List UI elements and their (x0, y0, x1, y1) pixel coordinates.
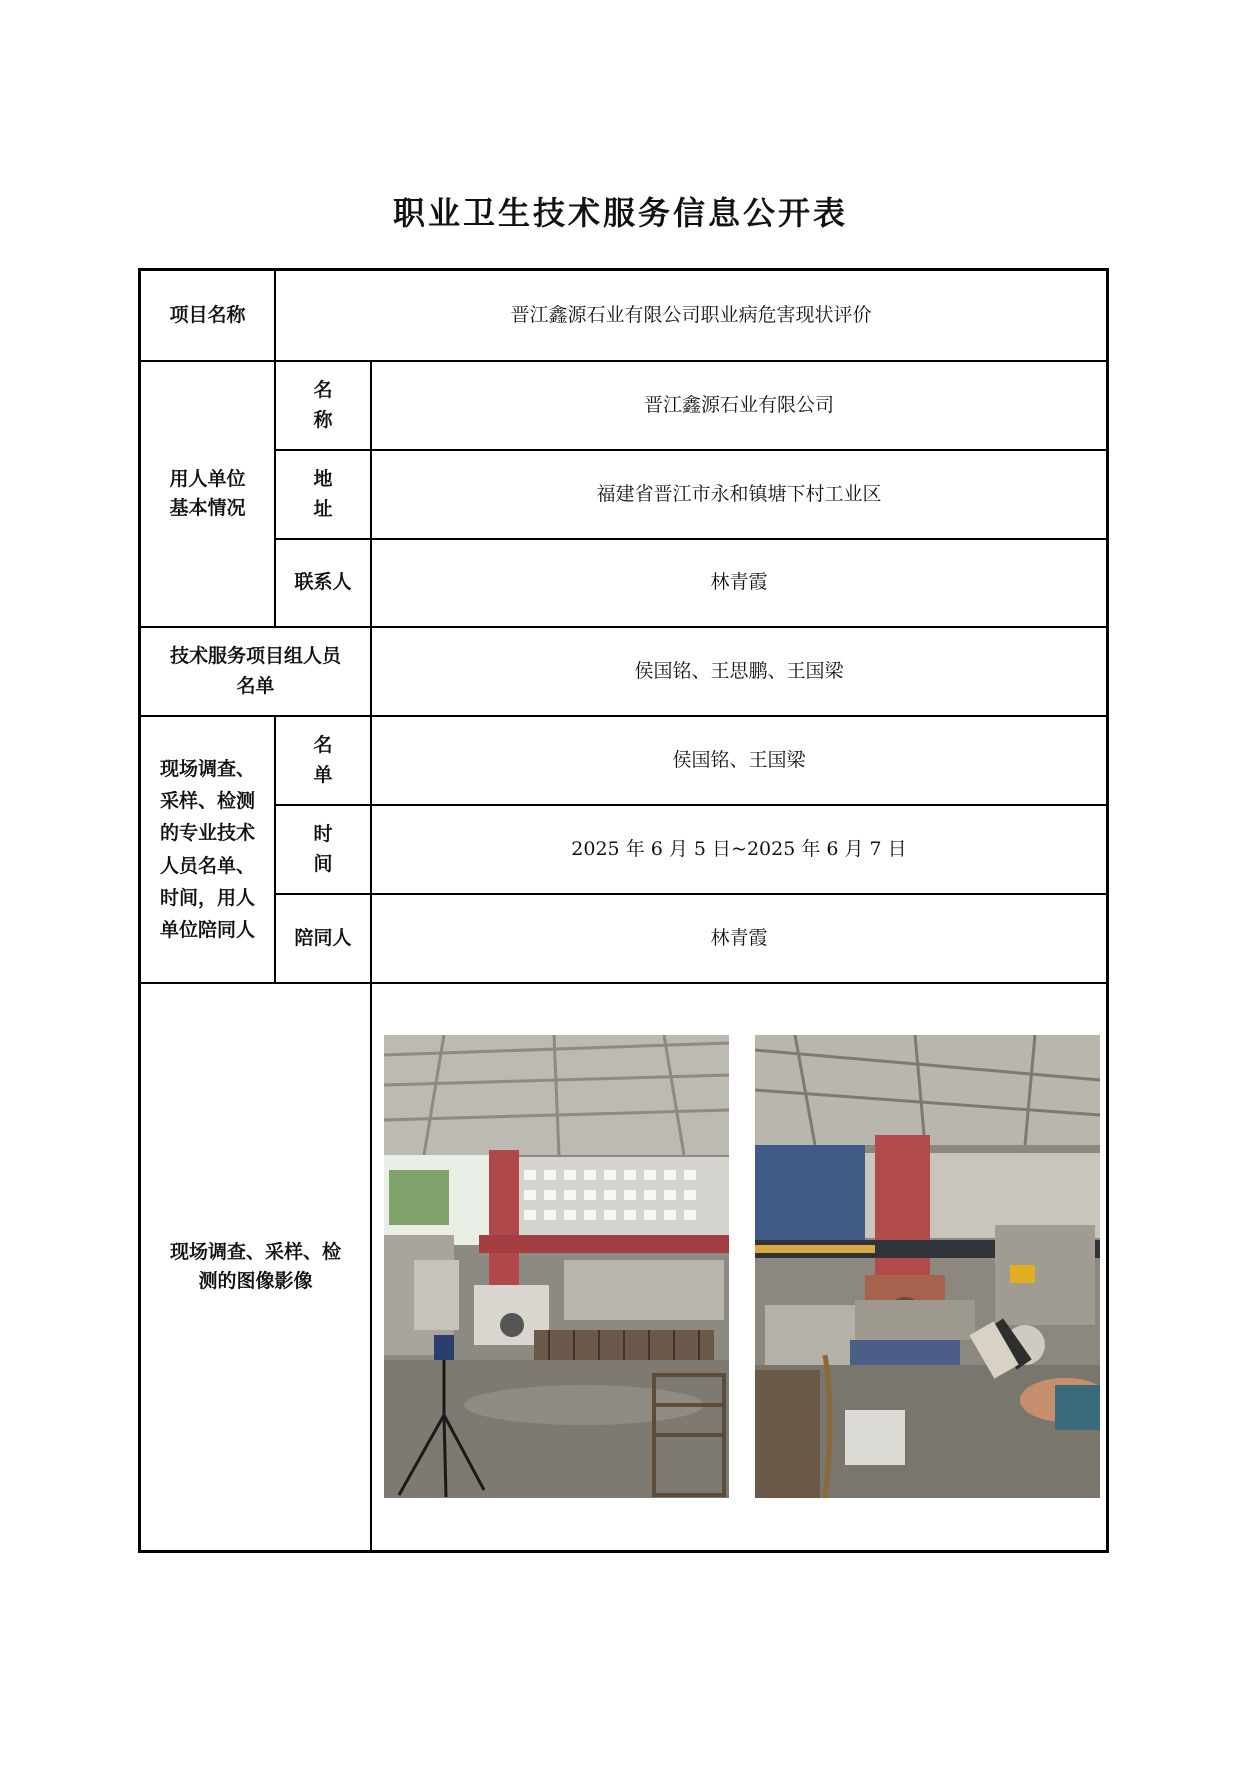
info-table (138, 268, 1109, 1553)
onsite-list-value: 侯国铭、王国梁 (672, 748, 806, 771)
col-divider (370, 983, 372, 1550)
onsite-time-label: 时间 (313, 823, 359, 875)
employer-label-line: 基本情况 (169, 497, 246, 519)
onsite-list-label: 名单 (313, 734, 359, 786)
onsite-label-line: 人员名单、 (159, 854, 255, 877)
team-label-line: 名单 (236, 674, 275, 697)
images-label-line: 现场调查、采样、检 (169, 1240, 341, 1263)
onsite-label-line: 现场调查、 (159, 757, 255, 780)
onsite-label-line: 的专业技术 (159, 822, 255, 845)
employer-address-label: 地址 (313, 468, 359, 520)
employer-name-value: 晋江鑫源石业有限公司 (643, 393, 834, 416)
site-photo-cutting-machine-with-tripod (384, 1035, 729, 1498)
images-label-line: 测的图像影像 (198, 1270, 313, 1292)
onsite-label-line: 单位陪同人 (159, 919, 255, 942)
team-label-line: 技术服务项目组人员 (169, 645, 341, 668)
site-photo-cutting-machine-with-sound-meter (755, 1035, 1100, 1498)
onsite-time-value: 2025 年 6 月 5 日~2025 年 6 月 7 日 (571, 837, 907, 860)
images-label (141, 984, 370, 1550)
employer-contact-value: 林青霞 (710, 571, 768, 594)
team-label (141, 628, 370, 715)
team-value: 侯国铭、王思鹏、王国梁 (634, 659, 844, 682)
onsite-escort-label: 陪同人 (294, 926, 352, 949)
page-title: 职业卫生技术服务信息公开表 (392, 194, 848, 232)
project-name-value: 晋江鑫源石业有限公司职业病危害现状评价 (510, 303, 872, 326)
employer-label-line: 用人单位 (169, 467, 246, 490)
onsite-escort-value: 林青霞 (710, 926, 768, 949)
employer-name-label: 名称 (313, 379, 359, 431)
onsite-label-line: 时间，用人 (159, 886, 255, 909)
onsite-label (141, 717, 274, 982)
employer-label (141, 362, 274, 626)
employer-address-value: 福建省晋江市永和镇塘下村工业区 (596, 482, 882, 505)
employer-contact-label: 联系人 (294, 571, 352, 594)
onsite-label-line: 采样、检测 (159, 789, 255, 812)
project-name-label: 项目名称 (169, 303, 246, 326)
